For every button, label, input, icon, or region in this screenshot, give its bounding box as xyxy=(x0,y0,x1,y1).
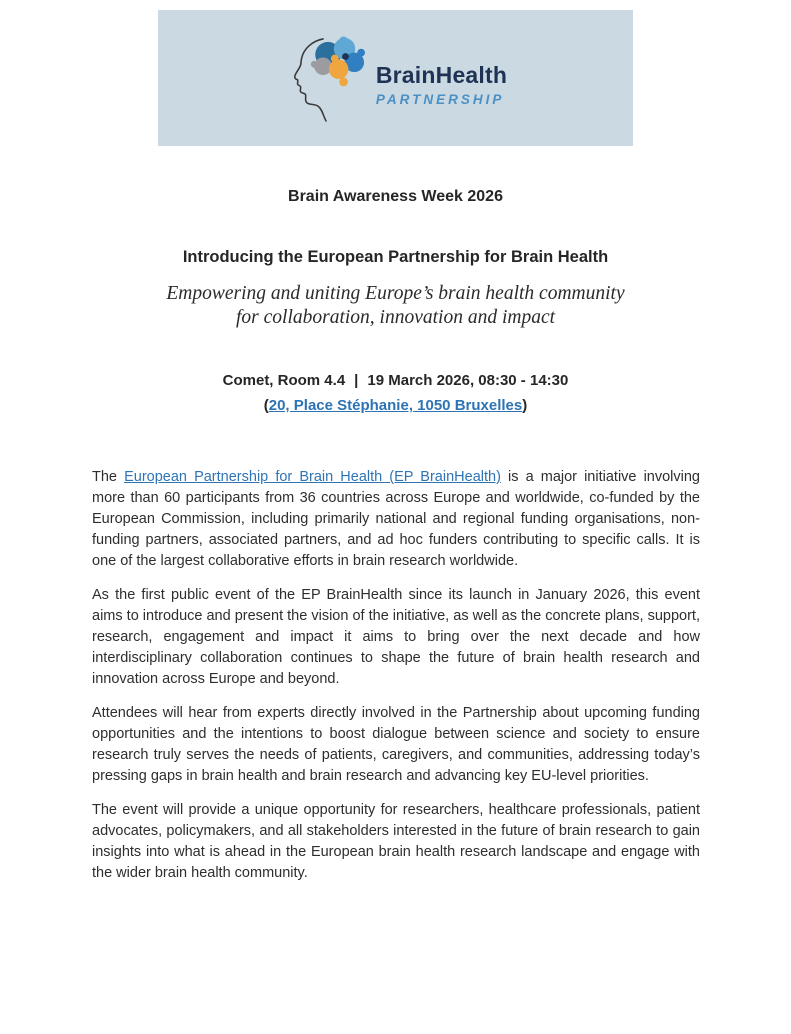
event-title-heading: Introducing the European Partnership for Brain Health xyxy=(182,248,609,266)
logo-text xyxy=(376,49,507,106)
logo-brand-text: BrainHealth xyxy=(375,62,508,89)
paragraph-1-prefix: The xyxy=(92,469,125,485)
brain-puzzle-pieces xyxy=(311,37,365,87)
address-paren-close: ) xyxy=(522,397,528,414)
logo-banner xyxy=(158,10,633,146)
venue-separator: | xyxy=(354,372,359,389)
brainhealth-logo xyxy=(284,33,507,123)
paragraph-1-rest: is a major initiative involving more than 60 participants from 36 countries across Europe and worldwide, co-funded by the European Commission, including primarily national and regional funding organisations, non-funding partners, associated partners, and ad hoc funders contributing to specific calls. It is one of the largest collaborative efforts in brain research worldwide. xyxy=(92,469,700,569)
document-body xyxy=(92,467,700,884)
event-subtitle xyxy=(0,282,791,330)
address-paren-open: ( xyxy=(263,397,269,414)
paragraph-3: Attendees will hear from experts directly involved in the Partnership about upcoming funding opportunities and the intentions to boost dialogue between science and society to ensure research truly serves the needs of patients, caregivers, and communities, addressing today’s pressing gaps in brain health and brain research and advancing key EU-level priorities. xyxy=(92,705,700,784)
paragraph-2: As the first public event of the EP BrainHealth since its launch in January 2026, this event aims to introduce and present the vision of the initiative, as well as the concrete plans, support, research, engagement and impact it aims to bring over the next decade and how interdisciplinary collaboration continues to shape the future of brain health research and innovation across Europe and beyond. xyxy=(92,587,700,687)
logo-subbrand-text: PARTNERSHIP xyxy=(375,91,505,107)
ep-brainhealth-link[interactable]: European Partnership for Brain Health (EP BrainHealth) xyxy=(124,469,501,485)
venue-datetime-line xyxy=(0,372,791,389)
address-link[interactable]: 20, Place Stéphanie, 1050 Bruxelles xyxy=(268,397,523,414)
venue-room: Comet, Room 4.4 xyxy=(222,372,346,389)
subtitle-line-1: Empowering and uniting Europe’s brain health community xyxy=(166,283,625,304)
venue-datetime: 19 March 2026, 08:30 - 14:30 xyxy=(367,372,569,389)
document-page xyxy=(0,10,791,1034)
event-week-heading: Brain Awareness Week 2026 xyxy=(288,188,503,205)
address-line xyxy=(0,397,791,414)
head-brain-icon xyxy=(284,33,366,123)
paragraph-1 xyxy=(92,467,700,572)
paragraph-4: The event will provide a unique opportunity for researchers, healthcare professionals, patient advocates, policymakers, and all stakeholders interested in the future of brain research to gain insights into what is ahead in the European brain health research landscape and engage with the wider brain health community. xyxy=(92,802,700,881)
subtitle-line-2: for collaboration, innovation and impact xyxy=(235,307,556,328)
